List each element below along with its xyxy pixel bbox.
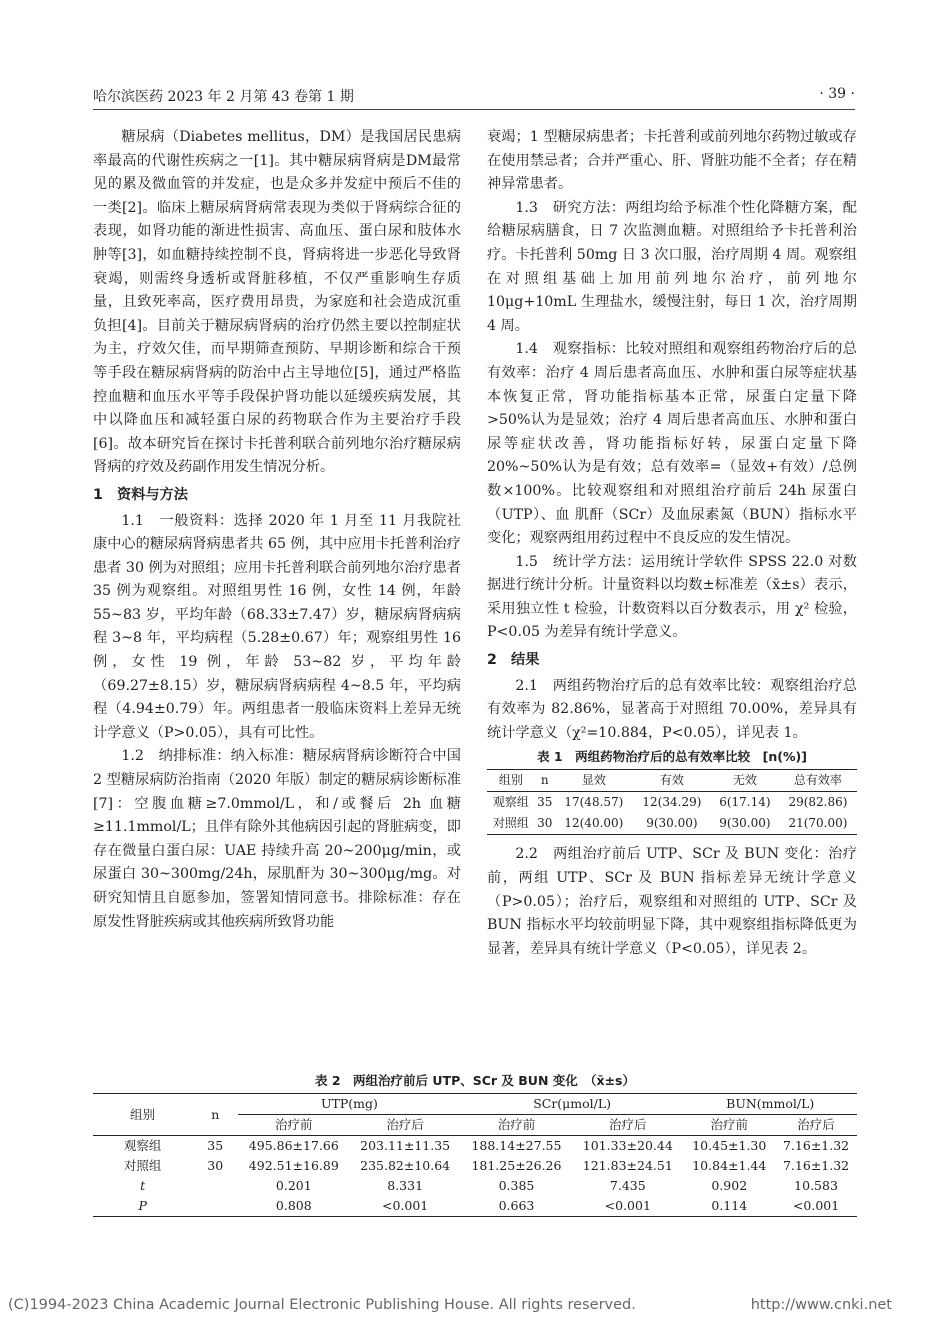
table2-cell: 30 — [207, 1158, 224, 1173]
table2-cell: 203.11±11.35 — [360, 1138, 451, 1153]
table2-cell: 0.808 — [275, 1198, 312, 1213]
table2-subheader-cell: 治疗前 — [497, 1117, 536, 1132]
page-header — [93, 80, 855, 110]
table2-caption: 表 2 两组治疗前后 UTP、SCr 及 BUN 变化 （x̄±s） — [314, 1073, 635, 1088]
table2-cell: 观察组 — [123, 1138, 162, 1153]
table2-header-group: 组别 — [130, 1106, 156, 1122]
table2-cell — [192, 1176, 238, 1196]
table2-header-n: n — [211, 1106, 220, 1122]
table1-cell: 12(34.29) — [642, 795, 702, 810]
table1-header-cell: 显效 — [581, 773, 606, 788]
page-number: · 39 · — [819, 86, 855, 102]
cnki-link[interactable]: http://www.cnki.net — [750, 1297, 892, 1313]
table-row — [93, 1176, 857, 1196]
table-row — [93, 1156, 857, 1176]
table-row — [487, 792, 857, 814]
table-row — [93, 1196, 857, 1217]
table2-subheader-cell: 治疗后 — [386, 1117, 424, 1132]
table1-cell: 12(40.00) — [564, 816, 624, 831]
table2-cell: 7.16±1.32 — [782, 1138, 850, 1153]
table1-cell: 29(82.86) — [788, 795, 848, 810]
statistics-paragraph: 1.5 统计学方法：运用统计学软件 SPSS 22.0 对数据进行统计分析。计量资料以均数±标准差（x̄±s）表示，采用独立性 t 检验，计数资料以百分数表示，用 χ² 检验，P<0.05 为差异有统计学意义。 — [487, 553, 857, 641]
table2-cell: 0.663 — [498, 1198, 535, 1213]
table2-cell: 181.25±26.26 — [471, 1158, 562, 1173]
table1-cell: 35 — [537, 795, 553, 810]
table2-cell: 8.331 — [387, 1178, 424, 1193]
criteria-paragraph: 1.2 纳排标准：纳入标准：糖尿病肾病诊断符合中国 2 型糖尿病防治指南（2020 年版）制定的糖尿病诊断标准[7]：空腹血糖≥7.0mmol/L，和/或餐后 2h 血糖≥11.1mmol/L；且伴有除外其他病因引起的肾脏病变，即存在微量白蛋白尿：UAE 持续升高 20~200μg/min，或尿蛋白 30~300mg/24h，尿肌酐为 30~300μg/mg。对研究知情且自愿参加，签署知情同意书。排除标准：存在原发性肾脏疾病或其他疾病所致肾功能 — [93, 748, 461, 930]
table-row — [93, 1136, 857, 1157]
table2-cell: 492.51±16.89 — [248, 1158, 339, 1173]
table2-cell: t — [140, 1178, 146, 1193]
general-data-paragraph: 1.1 一般资料：选择 2020 年 1 月至 11 月我院社康中心的糖尿病肾病患者共 65 例，其中应用卡托普利治疗患者 30 例为对照组；应用卡托普利联合前列地尔治疗患者 35 例为观察组。对照组男性 16 例，女性 14 例，年龄 55~83 岁，平均年龄（68.33±7.47）岁，糖尿病肾病病程 3~8 年，平均病程（5.28±0.67）年；观察组男性 16 例，女性 19 例，年龄 53~82 岁，平均年龄（69.27±8.15）岁，糖尿病肾病病程 4~8.5 年，平均病程（4.94±0.79）年。两组患者一般临床资料上差异无统计学意义（P>0.05），具有可比性。 — [93, 512, 461, 741]
table2-cell: 对照组 — [123, 1158, 162, 1173]
table2-cell: 0.201 — [275, 1178, 312, 1193]
table2-header-row — [93, 1094, 857, 1115]
table2-cell: <0.001 — [604, 1198, 651, 1213]
table1-cell: 30 — [537, 816, 553, 831]
table2-subheader-cell: 治疗后 — [609, 1117, 647, 1132]
table2-cell: 188.14±27.55 — [471, 1138, 562, 1153]
table2-cell: 235.82±10.64 — [360, 1158, 451, 1173]
table2-subheader-cell: 治疗前 — [275, 1117, 313, 1132]
table1-header-cell: 总有效率 — [793, 773, 842, 788]
table1-cell: 6(17.14) — [719, 795, 771, 810]
table2 — [93, 1093, 857, 1217]
table2-subheader-cell: 治疗前 — [710, 1117, 749, 1132]
table1-header-cell: 有效 — [659, 773, 684, 788]
table1-header-cell: 组别 — [498, 773, 523, 788]
table2-cell: 10.583 — [794, 1178, 838, 1193]
table2-subheader-cell: 治疗后 — [797, 1117, 835, 1132]
table2-header-bun: BUN(mmol/L) — [683, 1094, 857, 1115]
table2-cell: 0.902 — [711, 1178, 748, 1193]
table1-cell: 17(48.57) — [564, 795, 624, 810]
criteria-continued-paragraph: 衰竭；1 型糖尿病患者；卡托普利或前列地尔药物过敏或存在使用禁忌者；合并严重心、肝、肾脏功能不全者；存在精神异常患者。 — [487, 129, 857, 193]
table2-cell: 0.385 — [498, 1178, 535, 1193]
table2-cell: 7.16±1.32 — [782, 1158, 850, 1173]
table2-cell — [192, 1196, 238, 1217]
results-indicators-paragraph: 2.2 两组治疗前后 UTP、SCr 及 BUN 变化：治疗前，两组 UTP、SCr 及 BUN 指标差异无统计学意义（P>0.05）；治疗后，观察组和对照组的 UTP、SCr 及 BUN 指标水平均较前明显下降，其中观察组指标降低更为显著，差异具有统计学意义（P<0.05），详见表 2。 — [487, 846, 857, 957]
table2-header-scr: SCr(μmol/L) — [461, 1094, 684, 1115]
table2-cell: 7.435 — [609, 1178, 646, 1193]
left-column — [93, 126, 461, 934]
section-heading-methods: 1 资料与方法 — [93, 486, 188, 503]
table-row — [487, 813, 857, 835]
table1 — [487, 769, 857, 835]
results-efficacy-paragraph: 2.1 两组药物治疗后的总有效率比较：观察组治疗总有效率为 82.86%，显著高于对照组 70.00%，差异具有统计学意义（χ²=10.884，P<0.05），详见表 1。 — [487, 677, 857, 741]
table2-block — [93, 1069, 857, 1217]
table1-header-cell: n — [540, 773, 549, 788]
table2-cell: 35 — [207, 1138, 224, 1153]
indicators-paragraph: 1.4 观察指标：比较对照组和观察组药物治疗后的总有效率：治疗 4 周后患者高血压、水肿和蛋白尿等症状基本恢复正常，肾功能指标基本正常，尿蛋白定量下降 >50%认为是显效；治疗 4 周后患者高血压、水肿和蛋白尿等症状改善，肾功能指标好转，尿蛋白定量下降 20%~50%认为是有效；总有效率=（显效+有效）/总例数×100%。比较观察组和对照组治疗前后 24h 尿蛋白（UTP）、血 肌酐（SCr）及血尿素氮（BUN）指标水平变化；观察两组用药过程中不良反应的发生情况。 — [487, 341, 857, 547]
table1-cell: 9(30.00) — [646, 816, 698, 831]
table2-cell: 101.33±20.44 — [582, 1138, 673, 1153]
table2-cell: 10.45±1.30 — [692, 1138, 767, 1153]
table2-header-utp: UTP(mg) — [238, 1094, 461, 1115]
table1-caption: 表 1 两组药物治疗后的总有效率比较 [n(%)] — [537, 749, 807, 765]
copyright-notice: (C)1994-2023 China Academic Journal Electronic Publishing House. All rights reserved. — [8, 1297, 636, 1313]
table1-cell: 观察组 — [492, 795, 529, 810]
intro-paragraph: 糖尿病（Diabetes mellitus，DM）是我国居民患病率最高的代谢性疾病之一[1]。其中糖尿病肾病是DM最常见的累及微血管的并发症，也是众多并发症中预后不佳的一类[2]。临床上糖尿病肾病常表现为类似于肾病综合征的表现，如肾功能的渐进性损害、高血压、蛋白尿和肢体水肿等[3]，如血糖持续控制不良，肾病将进一步恶化导致肾衰竭，则需终身透析或肾脏移植，不仅严重影响生存质量，且致死率高，医疗费用昂贵，为家庭和社会造成沉重负担[4]。目前关于糖尿病肾病的治疗仍然主要以控制症状为主，疗效欠佳，而早期筛查预防、早期诊断和综合干预等手段在糖尿病肾病的防治中占主导地位[5]，通过严格监控血糖和血压水平等手段保护肾功能以延缓疾病发展，其中以降血压和减轻蛋白尿的药物联合作为主要治疗手段[6]。故本研究旨在探讨卡托普利联合前列地尔治疗糖尿病肾病的疗效及药副作用发生情况分析。 — [93, 129, 461, 476]
table2-cell: 10.84±1.44 — [692, 1158, 767, 1173]
table1-cell: 对照组 — [492, 816, 529, 831]
table2-cell: 495.86±17.66 — [248, 1138, 339, 1153]
methods-paragraph: 1.3 研究方法：两组均给予标准个性化降糖方案，配给糖尿病膳食，日 7 次监测血糖。对照组给予卡托普利治疗。卡托普利 50mg 日 3 次口服，治疗周期 4 周。观察组在对照组基础上加用前列地尔治疗，前列地尔 10μg+10mL 生理盐水，缓慢注射，每日 1 次，治疗周期 4 周。 — [487, 199, 857, 334]
table1-cell: 21(70.00) — [788, 816, 848, 831]
table2-cell: <0.001 — [382, 1198, 429, 1213]
table2-cell: P — [138, 1198, 147, 1213]
table2-cell: 0.114 — [711, 1198, 748, 1213]
section-heading-results: 2 结果 — [487, 652, 540, 669]
right-column — [487, 126, 857, 961]
table1-header-row — [487, 770, 857, 792]
table2-cell: 121.83±24.51 — [582, 1158, 673, 1173]
journal-info: 哈尔滨医药 2023 年 2 月第 43 卷第 1 期 — [93, 89, 354, 105]
table1-header-cell: 无效 — [732, 773, 757, 788]
table2-cell: <0.001 — [792, 1198, 840, 1213]
table1-cell: 9(30.00) — [719, 816, 771, 831]
